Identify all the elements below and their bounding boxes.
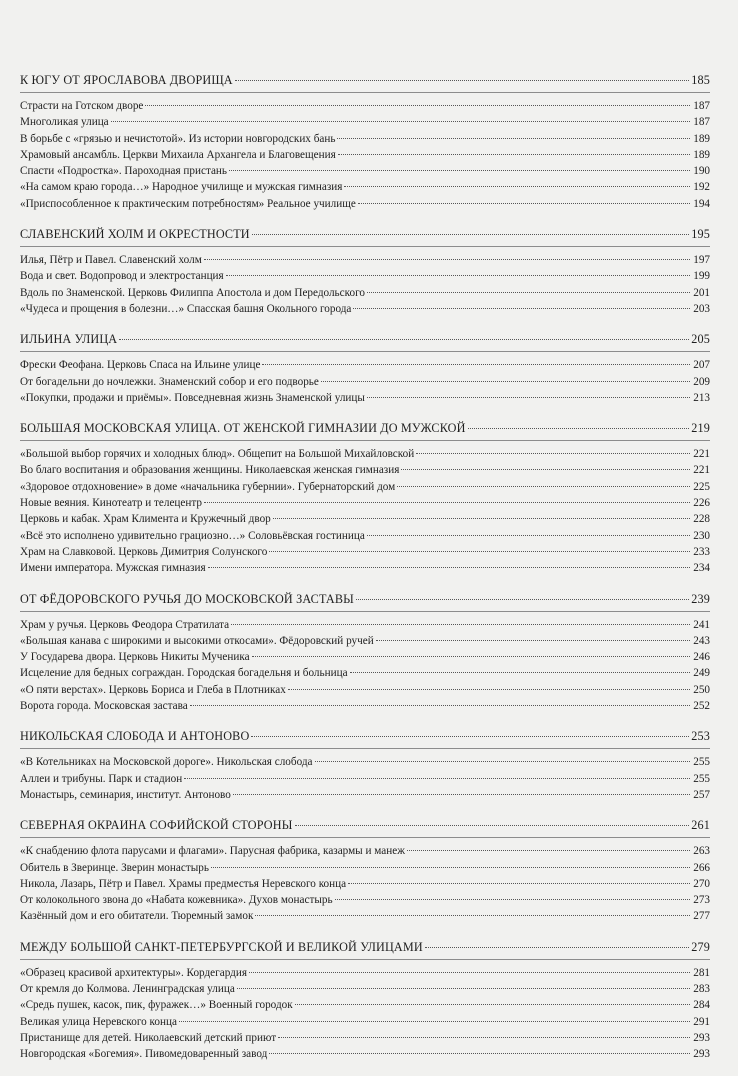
dot-leader — [295, 825, 690, 826]
entry-page-number: 230 — [693, 529, 710, 542]
section-title: МЕЖДУ БОЛЬШОЙ САНКТ-ПЕТЕРБУРГСКОЙ И ВЕЛИКОЙ УЛИЦАМИ — [20, 939, 423, 954]
section-title: НИКОЛЬСКАЯ СЛОБОДА И АНТОНОВО — [20, 729, 250, 744]
toc-entry — [20, 98, 710, 114]
section-heading — [20, 939, 710, 960]
entry-page-number: 257 — [693, 788, 710, 801]
entry-page-number: 190 — [693, 165, 710, 178]
entry-title: Фрески Феофана. Церковь Спаса на Ильине улице — [20, 359, 261, 372]
section-page-number: 279 — [691, 939, 710, 954]
entry-title: Пристанище для детей. Николаевский детский приют — [20, 1031, 277, 1044]
toc-entry — [20, 908, 710, 924]
section-page-number: 205 — [691, 332, 710, 347]
dot-leader — [190, 705, 690, 706]
entry-page-number: 255 — [693, 756, 710, 769]
entry-page-number: 209 — [693, 375, 710, 388]
entry-title: Страсти на Готском дворе — [20, 100, 144, 112]
toc-entry — [20, 1046, 710, 1062]
entry-page-number: 281 — [693, 966, 710, 979]
toc-entry — [20, 860, 710, 876]
entry-title: «О пяти верстах». Церковь Бориса и Глеба в Плотниках — [20, 683, 286, 696]
entry-title: У Государева двора. Церковь Никиты Мученика — [20, 651, 250, 664]
section-title: ИЛЬИНА УЛИЦА — [20, 332, 118, 347]
dot-leader — [321, 381, 690, 382]
entry-title: От колокольного звона до «Набата кожевника». Духов монастырь — [20, 894, 333, 907]
dot-leader — [255, 915, 690, 916]
toc-entry — [20, 268, 710, 284]
dot-leader — [145, 105, 690, 106]
toc-entry — [20, 560, 710, 576]
dot-leader — [204, 259, 690, 260]
section-page-number: 239 — [691, 591, 710, 606]
entry-page-number: 241 — [693, 618, 710, 631]
toc-section — [20, 331, 710, 406]
entry-page-number: 197 — [693, 254, 710, 267]
dot-leader — [179, 1021, 690, 1022]
dot-leader — [401, 469, 690, 470]
entry-title: «Всё это исполнено удивительно грациозно…» Соловьёвская гостиница — [20, 529, 365, 542]
dot-leader — [231, 624, 690, 625]
entry-page-number: 249 — [693, 667, 710, 680]
dot-leader — [295, 1004, 690, 1005]
dot-leader — [262, 364, 690, 365]
toc-entry — [20, 1030, 710, 1046]
entry-page-number: 192 — [693, 181, 710, 194]
entry-title: Храм на Славковой. Церковь Димитрия Солунского — [20, 545, 268, 558]
entry-title: Вдоль по Знаменской. Церковь Филиппа Апостола и дом Передольского — [20, 286, 365, 299]
toc-entry — [20, 771, 710, 787]
entry-page-number: 221 — [693, 464, 710, 477]
entry-page-number: 243 — [693, 634, 710, 647]
dot-leader — [337, 138, 690, 139]
entry-page-number: 270 — [693, 877, 710, 890]
entry-page-number: 213 — [693, 391, 710, 404]
section-page-number: 219 — [691, 421, 710, 436]
dot-leader — [353, 308, 690, 309]
dot-leader — [425, 947, 689, 948]
entry-title: Казённый дом и его обитатели. Тюремный замок — [20, 910, 254, 923]
section-title: БОЛЬШАЯ МОСКОВСКАЯ УЛИЦА. ОТ ЖЕНСКОЙ ГИМНАЗИИ ДО МУЖСКОЙ — [20, 421, 466, 436]
toc-entry — [20, 843, 710, 859]
entry-page-number: 283 — [693, 982, 710, 995]
dot-leader — [229, 170, 690, 171]
entry-title: От богадельни до ночлежки. Знаменский собор и его подворье — [20, 375, 319, 388]
entry-page-number: 252 — [693, 700, 710, 713]
dot-leader — [358, 203, 690, 204]
toc-entry — [20, 495, 710, 511]
entry-page-number: 293 — [693, 1048, 710, 1061]
entry-page-number: 291 — [693, 1015, 710, 1028]
entry-page-number: 187 — [693, 100, 710, 112]
toc-entry — [20, 997, 710, 1013]
dot-leader — [367, 535, 690, 536]
entry-page-number: 199 — [693, 270, 710, 283]
toc-entry — [20, 665, 710, 681]
entry-title: Новые веяния. Кинотеатр и телецентр — [20, 497, 202, 510]
toc-entry — [20, 682, 710, 698]
toc-section — [20, 591, 710, 715]
section-page-number: 185 — [691, 73, 710, 87]
entry-title: Вода и свет. Водопровод и электростанция — [20, 270, 224, 283]
entry-title: Ворота города. Московская застава — [20, 700, 188, 713]
entry-title: Во благо воспитания и образования женщины. Николаевская женская гимназия — [20, 464, 400, 477]
entry-title: «На самом краю города…» Народное училище и мужская гимназия — [20, 181, 343, 194]
toc-entry — [20, 479, 710, 495]
entry-page-number: 194 — [693, 197, 710, 210]
entry-title: Новгородская «Богемия». Пивомедоваренный завод — [20, 1048, 268, 1061]
section-title: К ЮГУ ОТ ЯРОСЛАВОВА ДВОРИЩА — [20, 73, 233, 87]
entry-title: «Средь пушек, касок, пик, фуражек…» Военный городок — [20, 999, 293, 1012]
entry-title: «Чудеса и прощения в болезни…» Спасская башня Окольного города — [20, 302, 352, 315]
section-heading — [20, 420, 710, 441]
dot-leader — [204, 502, 690, 503]
section-page-number: 253 — [691, 729, 710, 744]
dot-leader — [468, 428, 690, 429]
toc-section — [20, 728, 710, 803]
toc-entry — [20, 511, 710, 527]
dot-leader — [416, 453, 690, 454]
entry-page-number: 266 — [693, 861, 710, 874]
entry-title: «Большая канава с широкими и высокими откосами». Фёдоровский ручей — [20, 634, 374, 647]
section-heading — [20, 226, 710, 247]
entry-page-number: 255 — [693, 772, 710, 785]
entry-page-number: 201 — [693, 286, 710, 299]
dot-leader — [273, 518, 690, 519]
entry-title: «Покупки, продажи и приёмы». Повседневная жизнь Знаменской улицы — [20, 391, 365, 404]
dot-leader — [235, 80, 690, 81]
dot-leader — [315, 761, 690, 762]
dot-leader — [249, 972, 690, 973]
entry-page-number: 226 — [693, 497, 710, 510]
entry-title: Исцеление для бедных сограждан. Городская богадельня и больница — [20, 667, 348, 680]
dot-leader — [269, 1053, 690, 1054]
toc-entry — [20, 787, 710, 803]
toc-entry — [20, 252, 710, 268]
dot-leader — [335, 899, 690, 900]
dot-leader — [288, 689, 690, 690]
toc-entry — [20, 876, 710, 892]
entry-title: От кремля до Колмова. Ленинградская улица — [20, 982, 235, 995]
entry-title: В борьбе с «грязью и нечистотой». Из истории новгородских бань — [20, 132, 336, 145]
toc-entry — [20, 698, 710, 714]
entry-page-number: 273 — [693, 894, 710, 907]
entry-title: «В Котельниках на Московской дороге». Никольская слобода — [20, 756, 313, 769]
entry-title: «Образец красивой архитектуры». Кордегардия — [20, 966, 247, 979]
entry-title: Аллеи и трибуны. Парк и стадион — [20, 772, 183, 785]
entry-title: Никола, Лазарь, Пётр и Павел. Храмы предместья Неревского конца — [20, 877, 347, 890]
entry-page-number: 207 — [693, 359, 710, 372]
dot-leader — [356, 599, 689, 600]
toc-entry — [20, 462, 710, 478]
entry-page-number: 277 — [693, 910, 710, 923]
dot-leader — [208, 567, 690, 568]
entry-page-number: 234 — [693, 562, 710, 575]
toc-entry — [20, 649, 710, 665]
entry-title: Спасти «Подростка». Пароходная пристань — [20, 165, 228, 178]
dot-leader — [348, 883, 690, 884]
entry-title: Церковь и кабак. Храм Климента и Кружечный двор — [20, 513, 271, 526]
toc-section — [20, 939, 710, 1063]
toc-entry — [20, 528, 710, 544]
entry-title: «К снабдению флота парусами и флагами». Парусная фабрика, казармы и манеж — [20, 845, 405, 858]
toc-entry — [20, 1014, 710, 1030]
toc-section — [20, 226, 710, 317]
section-page-number: 195 — [691, 227, 710, 242]
toc-entry — [20, 163, 710, 179]
entry-page-number: 225 — [693, 480, 710, 493]
dot-leader — [376, 640, 690, 641]
entry-title: Многоликая улица — [20, 116, 109, 129]
section-heading — [20, 817, 710, 838]
section-title: СЛАВЕНСКИЙ ХОЛМ И ОКРЕСТНОСТИ — [20, 227, 250, 242]
entry-title: Илья, Пётр и Павел. Славенский холм — [20, 254, 202, 267]
entry-title: «Большой выбор горячих и холодных блюд». Общепит на Большой Михайловской — [20, 448, 415, 461]
entry-page-number: 284 — [693, 999, 710, 1012]
dot-leader — [237, 988, 690, 989]
entry-page-number: 189 — [693, 132, 710, 145]
dot-leader — [233, 794, 690, 795]
toc-entry — [20, 754, 710, 770]
entry-page-number: 228 — [693, 513, 710, 526]
dot-leader — [226, 275, 690, 276]
dot-leader — [252, 656, 690, 657]
toc-entry — [20, 147, 710, 163]
toc-entry — [20, 633, 710, 649]
dot-leader — [252, 234, 690, 235]
toc-section — [20, 817, 710, 924]
toc-entry — [20, 131, 710, 147]
section-title: СЕВЕРНАЯ ОКРАИНА СОФИЙСКОЙ СТОРОНЫ — [20, 818, 293, 833]
toc-entry — [20, 114, 710, 130]
dot-leader — [367, 292, 690, 293]
entry-title: Обитель в Зверинце. Зверин монастырь — [20, 861, 209, 874]
toc-section — [20, 420, 710, 576]
toc-entry — [20, 357, 710, 373]
toc-entry — [20, 285, 710, 301]
dot-leader — [269, 551, 690, 552]
toc-entry — [20, 179, 710, 195]
section-title: ОТ ФЁДОРОВСКОГО РУЧЬЯ ДО МОСКОВСКОЙ ЗАСТАВЫ — [20, 591, 354, 606]
entry-title: Монастырь, семинария, институт. Антоново — [20, 788, 231, 801]
dot-leader — [278, 1037, 690, 1038]
dot-leader — [251, 736, 689, 737]
dot-leader — [211, 867, 690, 868]
dot-leader — [367, 397, 690, 398]
entry-page-number: 187 — [693, 116, 710, 129]
toc-entry — [20, 390, 710, 406]
entry-title: Имени императора. Мужская гимназия — [20, 562, 206, 575]
section-heading — [20, 591, 710, 612]
entry-page-number: 263 — [693, 845, 710, 858]
dot-leader — [184, 778, 690, 779]
dot-leader — [111, 121, 690, 122]
toc-entry — [20, 617, 710, 633]
toc-entry — [20, 446, 710, 462]
entry-page-number: 293 — [693, 1031, 710, 1044]
entry-page-number: 221 — [693, 448, 710, 461]
entry-title: Храмовый ансамбль. Церкви Михаила Архангела и Благовещения — [20, 148, 336, 161]
entry-title: Великая улица Неревского конца — [20, 1015, 177, 1028]
dot-leader — [350, 672, 690, 673]
section-page-number: 261 — [691, 818, 710, 833]
toc-entry — [20, 965, 710, 981]
toc-entry — [20, 301, 710, 317]
dot-leader — [119, 339, 689, 340]
entry-page-number: 203 — [693, 302, 710, 315]
toc-entry — [20, 544, 710, 560]
entry-page-number: 250 — [693, 683, 710, 696]
section-heading — [20, 728, 710, 749]
toc-section — [20, 72, 710, 212]
dot-leader — [344, 186, 690, 187]
toc-entry — [20, 374, 710, 390]
entry-page-number: 246 — [693, 651, 710, 664]
table-of-contents — [20, 72, 710, 1076]
dot-leader — [338, 154, 690, 155]
entry-title: Храм у ручья. Церковь Феодора Стратилата — [20, 618, 230, 631]
section-heading — [20, 331, 710, 352]
dot-leader — [407, 850, 690, 851]
toc-entry — [20, 196, 710, 212]
toc-entry — [20, 981, 710, 997]
section-heading — [20, 72, 710, 93]
entry-title: «Здоровое отдохновение» в доме «начальника губернии». Губернаторский дом — [20, 480, 396, 493]
entry-page-number: 233 — [693, 545, 710, 558]
toc-entry — [20, 892, 710, 908]
entry-page-number: 189 — [693, 148, 710, 161]
dot-leader — [397, 486, 690, 487]
entry-title: «Приспособленное к практическим потребностям» Реальное училище — [20, 197, 356, 210]
